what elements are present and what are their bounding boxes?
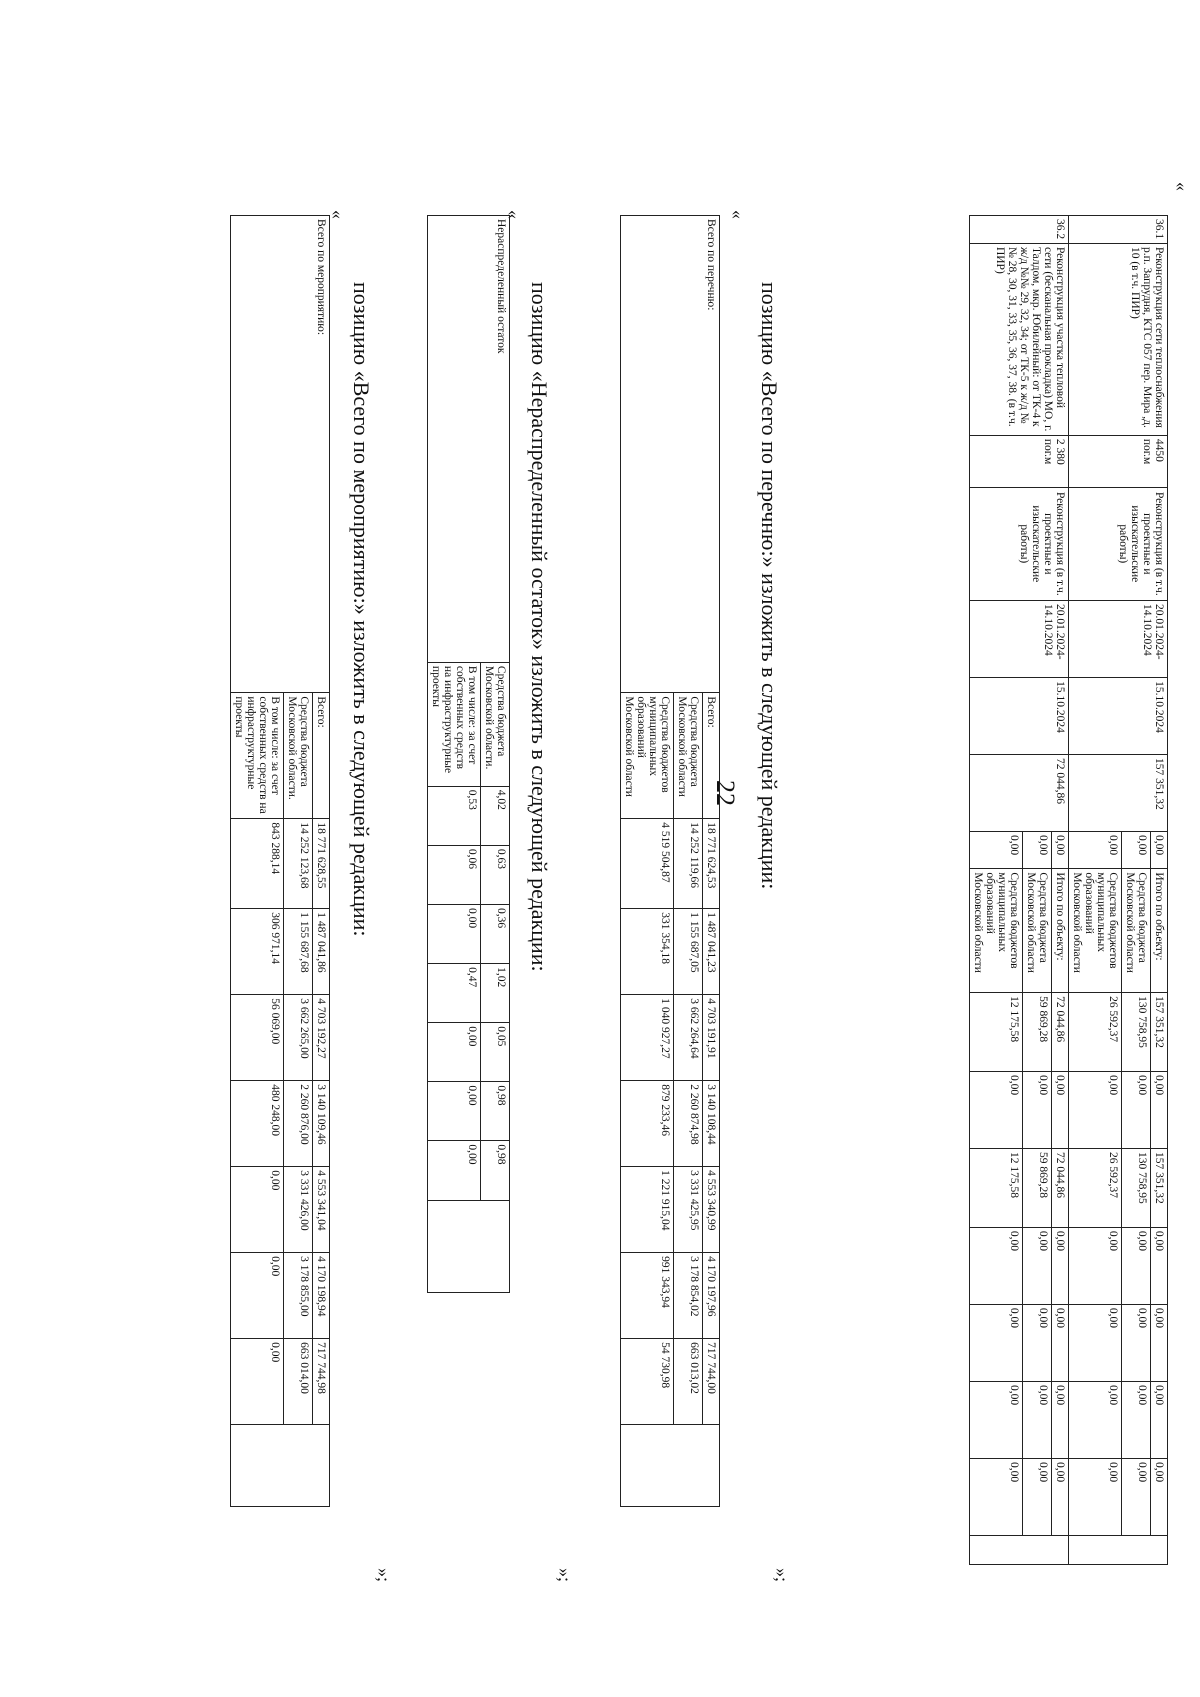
value-cell: 59 869,28 <box>1023 993 1052 1072</box>
value-cell: 4 703 192,27 <box>313 995 330 1081</box>
value-cell: 4 553 340,99 <box>703 1167 720 1253</box>
value-cell: 4 703 191,91 <box>703 995 720 1081</box>
value-cell: 2 260 874,98 <box>674 1081 703 1167</box>
value-cell: 0,00 <box>1069 1381 1122 1458</box>
value-cell: 3 178 855,00 <box>284 1253 313 1339</box>
value-cell: 3 331 425,95 <box>674 1167 703 1253</box>
value-cell: 0,00 <box>428 1082 481 1141</box>
value-cell: 1 040 927,27 <box>621 995 674 1081</box>
value-cell: 0,00 <box>1069 1227 1122 1304</box>
value-cell: 1,02 <box>481 964 510 1023</box>
value-cell: 0,00 <box>428 1023 481 1082</box>
value-cell: 0,00 <box>1069 1459 1122 1536</box>
work-type: Реконструкция (в т.ч. проектные и изыскательские работы) <box>1069 487 1168 600</box>
page-number: 22 <box>711 780 740 806</box>
funding-source: Средства бюджета Московской области <box>674 693 703 819</box>
value-cell: 14 252 119,66 <box>674 819 703 909</box>
value-cell: 0,00 <box>231 1167 284 1253</box>
object-name: Реконструкция участка тепловой сети (бесканальная прокладка) МО, г. Талдом, мкр. Юбилейный: от ТК-4 к ж/д №№ 29, 32, 34; от ТК-5 к ж/д №№ 28, 30, 31, 33, 35, 36, 37, 38. (в т.ч. ПИР) <box>970 243 1069 435</box>
value-cell: 18 771 624,53 <box>703 819 720 909</box>
value-cell: 663 013,02 <box>674 1339 703 1425</box>
value-cell: 0,00 <box>1122 1381 1151 1458</box>
value-cell: 0,00 <box>1151 1071 1168 1148</box>
object-name: Реконструкция сети теплоснабжения р.п. Запрудня, КТС 057 пер. Мира ,д. 10 (в т.ч. ПИР) <box>1069 243 1168 435</box>
object-table <box>969 215 1168 1565</box>
value-cell: 0,36 <box>481 904 510 963</box>
open-quote-1: « <box>1172 182 1192 191</box>
value-cell: 0,47 <box>428 964 481 1023</box>
object-capacity: 2 380 пог.м <box>970 435 1069 487</box>
value-cell: 0,00 <box>1023 1227 1052 1304</box>
financed-value: 0,00 <box>970 831 1023 868</box>
financed-value: 0,00 <box>1069 831 1122 868</box>
value-cell: 4 553 341,04 <box>313 1167 330 1253</box>
value-cell: 306 971,14 <box>231 909 284 995</box>
table-row <box>703 216 720 1507</box>
value-cell: 663 014,00 <box>284 1339 313 1425</box>
value-cell: 3 331 426,00 <box>284 1167 313 1253</box>
funding-source: Средства бюджета Московской области <box>1122 869 1151 993</box>
value-cell: 0,00 <box>1023 1381 1052 1458</box>
funding-source: В том числе: за счет собственных средств на инфраструктурные проекты <box>428 662 481 786</box>
value-cell: 0,53 <box>428 786 481 845</box>
value-cell: 0,00 <box>1151 1304 1168 1381</box>
commission-date: 15.10.2024 <box>1069 678 1168 755</box>
value-cell: 4 170 197,96 <box>703 1253 720 1339</box>
value-cell: 879 233,46 <box>621 1081 674 1167</box>
value-cell: 14 252 123,68 <box>284 819 313 909</box>
funding-source: Всего: <box>703 693 720 819</box>
value-cell: 130 758,95 <box>1122 1149 1151 1228</box>
value-cell: 3 178 854,02 <box>674 1253 703 1339</box>
row-label: Всего по мероприятию: <box>231 216 330 693</box>
value-cell: 1 221 915,04 <box>621 1167 674 1253</box>
open-quote-4: « <box>328 210 348 219</box>
row-label: Всего по перечню: <box>621 216 720 693</box>
value-cell: 0,00 <box>1122 1227 1151 1304</box>
value-cell: 157 351,32 <box>1151 993 1168 1072</box>
value-cell: 0,00 <box>1151 1381 1168 1458</box>
funding-source: Итого по объекту: <box>1052 869 1069 993</box>
value-cell: 0,00 <box>231 1253 284 1339</box>
value-cell: 0,00 <box>1069 1071 1122 1148</box>
value-cell: 0,00 <box>970 1227 1023 1304</box>
value-cell: 0,00 <box>1052 1071 1069 1148</box>
value-cell: 1 155 687,68 <box>284 909 313 995</box>
value-cell: 0,00 <box>231 1339 284 1425</box>
value-cell: 1 155 687,05 <box>674 909 703 995</box>
value-cell: 130 758,95 <box>1122 993 1151 1072</box>
value-cell: 0,00 <box>970 1071 1023 1148</box>
value-cell: 54 730,98 <box>621 1339 674 1425</box>
funding-source: Итого по объекту: <box>1151 869 1168 993</box>
funding-source: Средства бюджетов муниципальных образований Московской области <box>1069 869 1122 993</box>
value-cell: 0,00 <box>1052 1227 1069 1304</box>
value-cell: 0,00 <box>970 1381 1023 1458</box>
funding-source: Всего: <box>313 693 330 819</box>
financed-value: 0,00 <box>1052 831 1069 868</box>
value-cell: 717 744,00 <box>703 1339 720 1425</box>
value-cell: 843 288,14 <box>231 819 284 909</box>
funding-source: Средства бюджета Московской области <box>1023 869 1052 993</box>
value-cell: 0,00 <box>428 1141 481 1200</box>
value-cell: 0,00 <box>1122 1459 1151 1536</box>
value-cell: 12 175,58 <box>970 993 1023 1072</box>
value-cell: 0,00 <box>970 1459 1023 1536</box>
object-capacity: 4450 пог.м <box>1069 435 1168 487</box>
empty-cell <box>1069 1536 1168 1565</box>
table-row <box>313 216 330 1507</box>
close-quote-1: »; <box>772 1568 792 1583</box>
close-quote-2: »; <box>555 1568 575 1583</box>
value-cell: 0,00 <box>1122 1304 1151 1381</box>
value-cell: 0,00 <box>1069 1304 1122 1381</box>
table-row <box>481 216 510 1293</box>
remainder-table <box>427 215 510 1293</box>
value-cell: 0,06 <box>428 845 481 904</box>
value-cell: 0,00 <box>1122 1071 1151 1148</box>
object-cost: 72 044,86 <box>970 755 1069 832</box>
funding-source: Средства бюджета Московской области. <box>284 693 313 819</box>
value-cell: 4 519 504,87 <box>621 819 674 909</box>
value-cell: 0,00 <box>428 904 481 963</box>
funding-source: Средства бюджетов муниципальных образований Московской области <box>621 693 674 819</box>
value-cell: 0,00 <box>1151 1459 1168 1536</box>
funding-source: Средства бюджета Московской области. <box>481 662 510 786</box>
value-cell: 717 744,98 <box>313 1339 330 1425</box>
value-cell: 26 592,37 <box>1069 993 1122 1072</box>
value-cell: 2 260 876,00 <box>284 1081 313 1167</box>
row-number: 36.1 <box>1069 216 1168 244</box>
value-cell: 0,00 <box>1052 1381 1069 1458</box>
value-cell: 991 343,94 <box>621 1253 674 1339</box>
value-cell: 0,00 <box>1023 1304 1052 1381</box>
value-cell: 0,00 <box>1052 1459 1069 1536</box>
value-cell: 0,98 <box>481 1082 510 1141</box>
row-number: 36.2 <box>970 216 1069 244</box>
value-cell: 18 771 628,55 <box>313 819 330 909</box>
value-cell: 72 044,86 <box>1052 993 1069 1072</box>
value-cell: 3 662 264,64 <box>674 995 703 1081</box>
value-cell: 12 175,58 <box>970 1149 1023 1228</box>
value-cell: 0,00 <box>1023 1071 1052 1148</box>
value-cell: 4 170 198,94 <box>313 1253 330 1339</box>
empty-cell <box>621 1425 720 1507</box>
section-heading: позицию «Нераспределенный остаток» изложить в следующей редакции: <box>527 282 552 972</box>
empty-cell <box>231 1425 330 1507</box>
value-cell: 59 869,28 <box>1023 1149 1052 1228</box>
value-cell: 0,00 <box>1023 1459 1052 1536</box>
object-cost: 157 351,32 <box>1069 755 1168 832</box>
financed-value: 0,00 <box>1023 831 1052 868</box>
open-quote-2: « <box>728 210 748 219</box>
value-cell: 157 351,32 <box>1151 1149 1168 1228</box>
close-quote-3: »; <box>374 1568 394 1583</box>
commission-date: 15.10.2024 <box>970 678 1069 755</box>
value-cell: 3 140 109,46 <box>313 1081 330 1167</box>
value-cell: 0,63 <box>481 845 510 904</box>
empty-cell <box>428 1200 510 1292</box>
value-cell: 0,00 <box>1052 1304 1069 1381</box>
financed-value: 0,00 <box>1151 831 1168 868</box>
value-cell: 1 487 041,23 <box>703 909 720 995</box>
work-period: 20.01.2024-14.10.2024 <box>1069 600 1168 677</box>
value-cell: 331 354,18 <box>621 909 674 995</box>
value-cell: 0,00 <box>970 1304 1023 1381</box>
work-type: Реконструкция (в т.ч. проектные и изыскательские работы) <box>970 487 1069 600</box>
value-cell: 480 248,00 <box>231 1081 284 1167</box>
work-period: 20.01.2024-14.10.2024 <box>970 600 1069 677</box>
total-list-table <box>620 215 720 1507</box>
value-cell: 0,05 <box>481 1023 510 1082</box>
section-heading: позицию «Всего по перечню:» изложить в следующей редакции: <box>757 282 782 890</box>
value-cell: 1 487 041,86 <box>313 909 330 995</box>
row-label: Нераспределенный остаток <box>428 216 510 663</box>
funding-source: Средства бюджетов муниципальных образований Московской области <box>970 869 1023 993</box>
value-cell: 26 592,37 <box>1069 1149 1122 1228</box>
financed-value: 0,00 <box>1122 831 1151 868</box>
table-row <box>1151 216 1168 1565</box>
value-cell: 0,98 <box>481 1141 510 1200</box>
value-cell: 72 044,86 <box>1052 1149 1069 1228</box>
section-heading: позицию «Всего по мероприятию:» изложить в следующей редакции: <box>349 282 374 937</box>
value-cell: 56 069,00 <box>231 995 284 1081</box>
value-cell: 3 662 265,00 <box>284 995 313 1081</box>
total-measure-table <box>230 215 330 1507</box>
value-cell: 4,02 <box>481 786 510 845</box>
open-quote-3: « <box>504 210 524 219</box>
funding-source: В том числе: за счет собственных средств на инфраструктурные проекты <box>231 693 284 819</box>
table-row <box>1052 216 1069 1565</box>
empty-cell <box>970 1536 1069 1565</box>
value-cell: 3 140 108,44 <box>703 1081 720 1167</box>
value-cell: 0,00 <box>1151 1227 1168 1304</box>
